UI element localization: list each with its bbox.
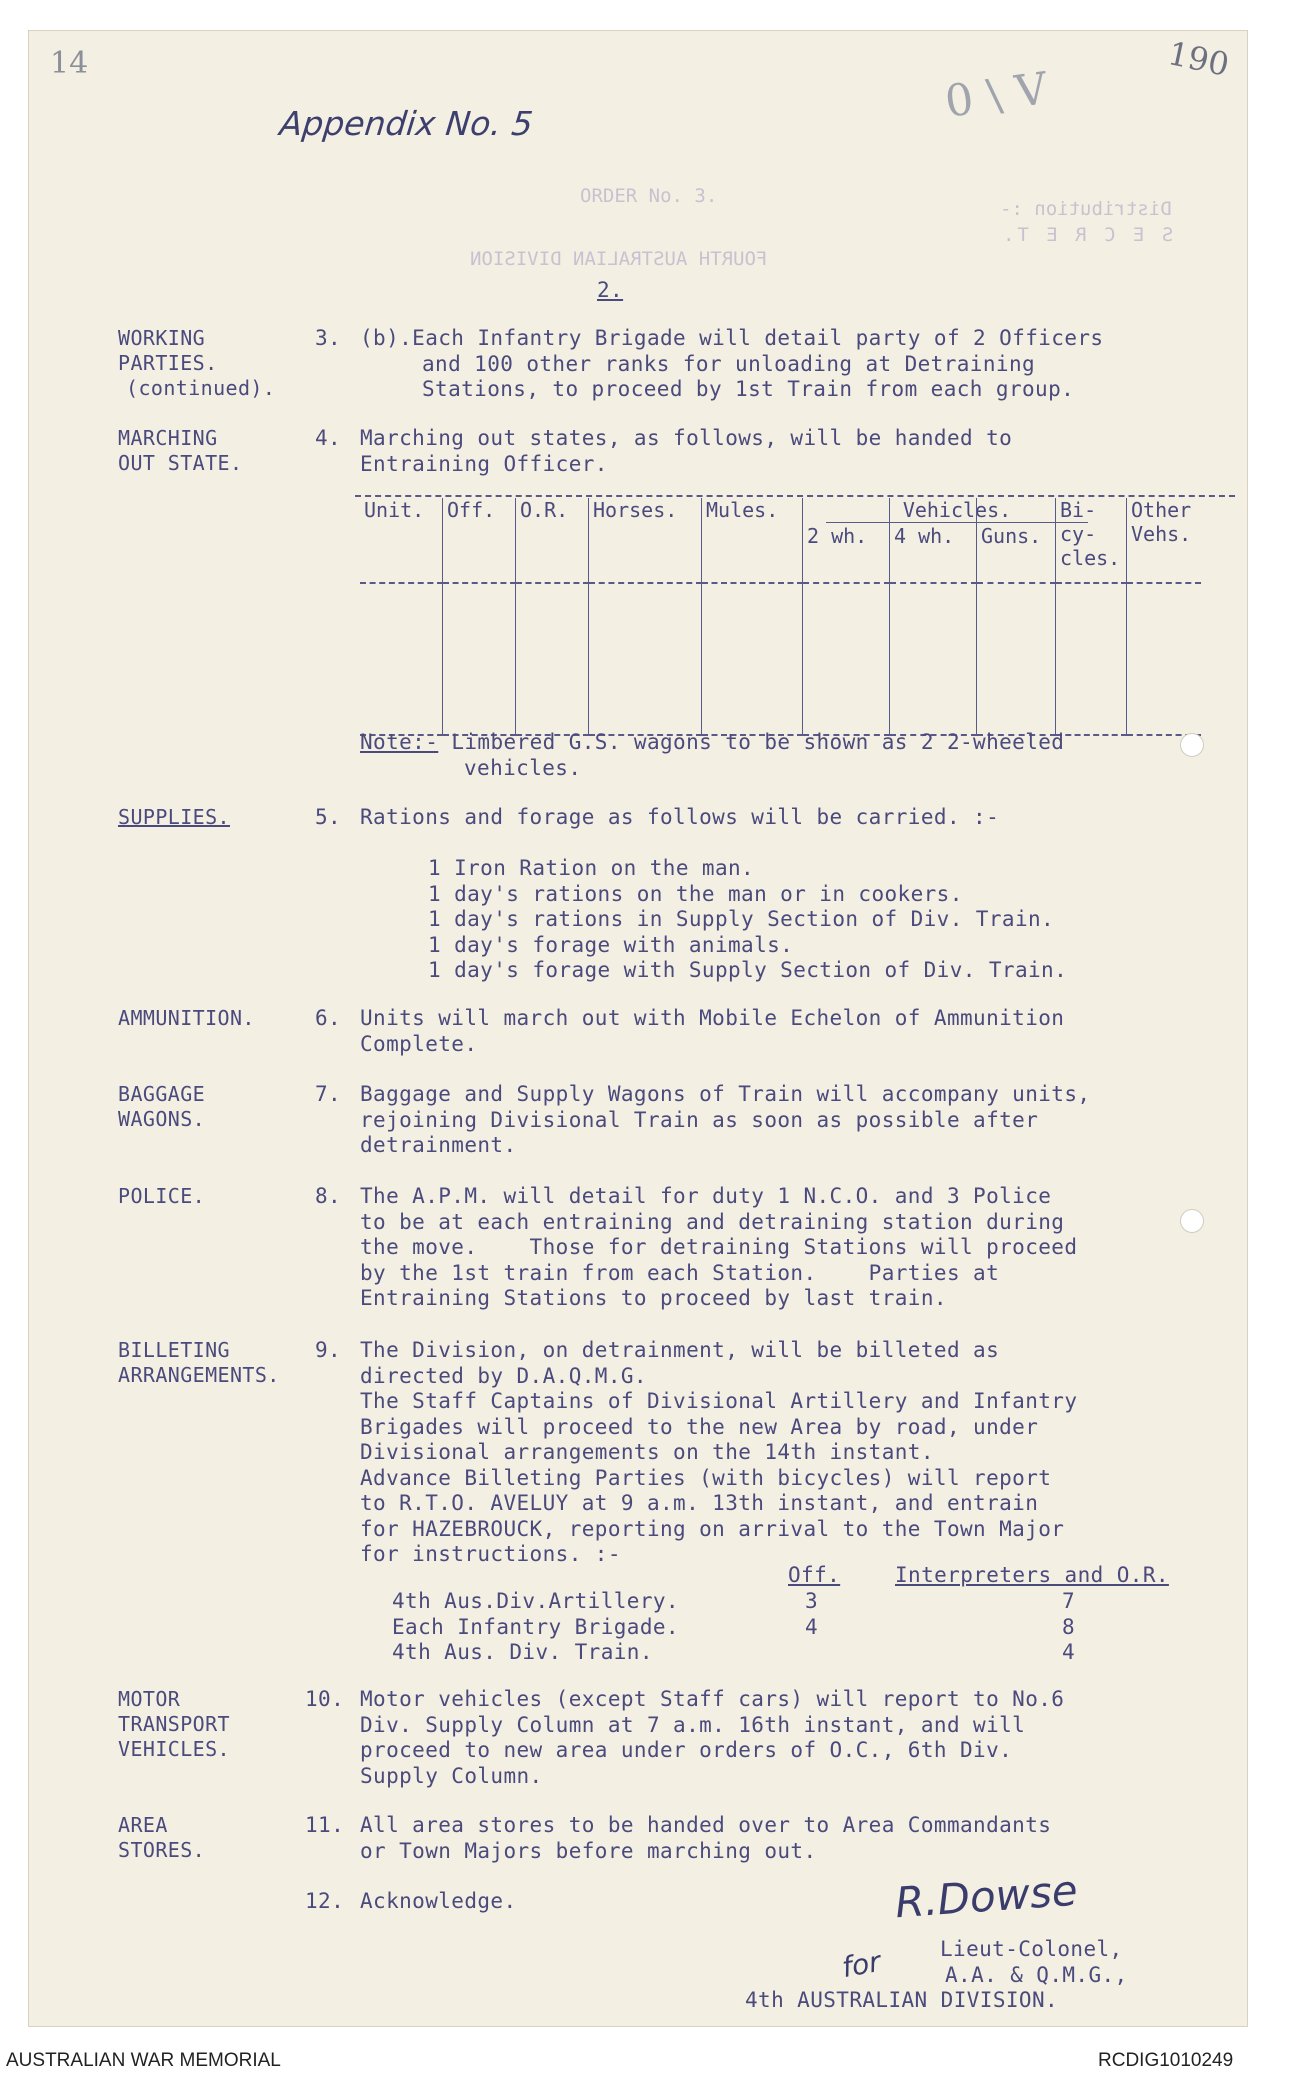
section-body: (b).Each Infantry Brigade will detail party of 2 Officers and 100 other ranks for unloading at Detraining Stations, to proceed by 1st Train from each group.	[360, 326, 1104, 401]
section-number: 3.	[315, 326, 342, 350]
pencil-annotation: 0 \ V	[941, 63, 1051, 128]
section-label: MARCHING OUT STATE.	[118, 426, 243, 475]
section-label: AREA STORES.	[118, 1813, 206, 1862]
col-unit: Unit.	[360, 498, 443, 583]
section-number: 12.	[305, 1889, 345, 1913]
section-label: POLICE.	[118, 1184, 206, 1208]
show-through-secret: S E C R E T.	[1000, 224, 1174, 246]
section-number: 8.	[315, 1184, 342, 1208]
page-number: 2.	[597, 278, 624, 302]
billeting-rows	[392, 1589, 1076, 1666]
note-label: Note:-	[360, 730, 439, 754]
col-other-vehs: Other Vehs.	[1127, 498, 1202, 583]
col-off: Off.	[443, 498, 516, 583]
section-label: BILLETING ARRANGEMENTS.	[118, 1338, 280, 1387]
section-label: WORKING PARTIES. (continued).	[118, 326, 276, 400]
section-label: BAGGAGE WAGONS.	[118, 1082, 206, 1131]
appendix-heading: Appendix No. 5	[277, 104, 535, 143]
marching-out-table	[360, 498, 1201, 736]
table-cell	[1056, 583, 1127, 735]
col-bicycles: Bi- cy- cles.	[1056, 498, 1127, 583]
section-body: Marching out states, as follows, will be handed to Entraining Officer.	[360, 426, 1013, 476]
section-label: AMMUNITION.	[118, 1006, 255, 1030]
table-cell	[890, 583, 977, 735]
show-through-distribution: Distribution :-	[1000, 198, 1172, 220]
folio-left: 14	[50, 46, 89, 81]
table-note: Note:- Limbered G.S. wagons to be shown as 2 2-wheeled vehicles.	[360, 730, 1065, 780]
list-item: 1 day's forage with animals.	[428, 932, 794, 957]
section-body: The Division, on detrainment, will be billeted as directed by D.A.Q.M.G. The Staff Captains of Divisional Artillery and Infantry Brigades will proceed to the new Area by road, under Divisional arrangements on the 14th instant. Advance Billeting Parties (with bicycles) will report to R.T.O. AVELUY at 9 a.m. 13th instant, and entrain for HAZEBROUCK, reporting on arrival to the Town Major for instructions. :-	[360, 1338, 1078, 1566]
supplies-intro: Rations and forage as follows will be carried. :-	[360, 805, 1000, 829]
table-cell	[977, 583, 1056, 735]
footer-left: AUSTRALIAN WAR MEMORIAL	[6, 2050, 281, 2071]
folio-right: 190	[1164, 34, 1233, 84]
col-2wh: 2 wh.	[803, 498, 890, 583]
col-or: O.R.	[516, 498, 589, 583]
section-label: SUPPLIES.	[118, 805, 230, 829]
section-body: All area stores to be handed over to Area Commandants or Town Majors before marching out.	[360, 1813, 1052, 1863]
billeting-header-or: Interpreters and O.R.	[895, 1563, 1169, 1587]
col-guns: Guns.	[977, 498, 1056, 583]
signature-division: 4th AUSTRALIAN DIVISION.	[745, 1988, 1059, 2012]
table-cell	[516, 583, 589, 735]
punch-hole	[1180, 1209, 1204, 1233]
signature: R.Dowse	[893, 1865, 1080, 1928]
section-number: 9.	[315, 1338, 342, 1362]
table-cell	[702, 583, 803, 735]
table-cell	[803, 583, 890, 735]
list-item: 1 day's rations in Supply Section of Div. Train.	[428, 907, 1055, 931]
acknowledge: Acknowledge.	[360, 1889, 517, 1913]
list-item: 1 Iron Ration on the man.	[428, 856, 755, 880]
show-through-division: FOURTH AUSTRALIAN DIVISION	[470, 248, 768, 270]
signature-for: for	[839, 1944, 884, 1985]
table-cell	[1127, 583, 1202, 735]
table-row: Each Infantry Brigade. 4 8	[392, 1614, 1076, 1639]
table-cell	[589, 583, 702, 735]
table-cell	[360, 583, 443, 735]
section-number: 4.	[315, 426, 342, 450]
section-number: 6.	[315, 1006, 342, 1030]
punch-hole	[1180, 733, 1204, 757]
section-number: 11.	[305, 1813, 345, 1837]
col-4wh: 4 wh.	[890, 498, 977, 583]
section-label: MOTOR TRANSPORT VEHICLES.	[118, 1687, 230, 1761]
section-number: 7.	[315, 1082, 342, 1106]
section-number: 10.	[305, 1687, 345, 1711]
list-item: 1 day's rations on the man or in cookers.	[428, 881, 963, 906]
table-row: 4th Aus. Div. Train. 4	[392, 1640, 1076, 1664]
table-top-rule	[355, 495, 1235, 497]
supplies-list	[428, 856, 1067, 984]
table-row: 4th Aus.Div.Artillery. 3 7	[392, 1589, 1076, 1613]
section-body: Motor vehicles (except Staff cars) will report to No.6 Div. Supply Column at 7 a.m. 16th instant, and will proceed to new area under orders of O.C., 6th Div. Supply Column.	[360, 1687, 1065, 1788]
section-body: The A.P.M. will detail for duty 1 N.C.O. and 3 Police to be at each entraining and detraining station during the move. Those for detraining Stations will proceed by the 1st train from each Station. Parties at Entraining Stations to proceed by last train.	[360, 1184, 1078, 1310]
col-horses: Horses.	[589, 498, 702, 583]
table-cell	[443, 583, 516, 735]
vehicles-group-header: Vehicles.	[826, 498, 1088, 523]
footer-right: RCDIG1010249	[1098, 2050, 1234, 2071]
section-body: Baggage and Supply Wagons of Train will accompany units, rejoining Divisional Train as soon as possible after detrainment.	[360, 1082, 1091, 1157]
show-through-order: ORDER No. 3.	[580, 185, 718, 207]
signature-rank: Lieut-Colonel,	[940, 1937, 1123, 1961]
col-mules: Mules.	[702, 498, 803, 583]
billeting-header-off: Off.	[788, 1563, 841, 1587]
section-body: Units will march out with Mobile Echelon of Ammunition Complete.	[360, 1006, 1065, 1056]
section-number: 5.	[315, 805, 342, 829]
signature-title: A.A. & Q.M.G.,	[945, 1963, 1128, 1987]
list-item: 1 day's forage with Supply Section of Div. Train.	[428, 958, 1068, 982]
